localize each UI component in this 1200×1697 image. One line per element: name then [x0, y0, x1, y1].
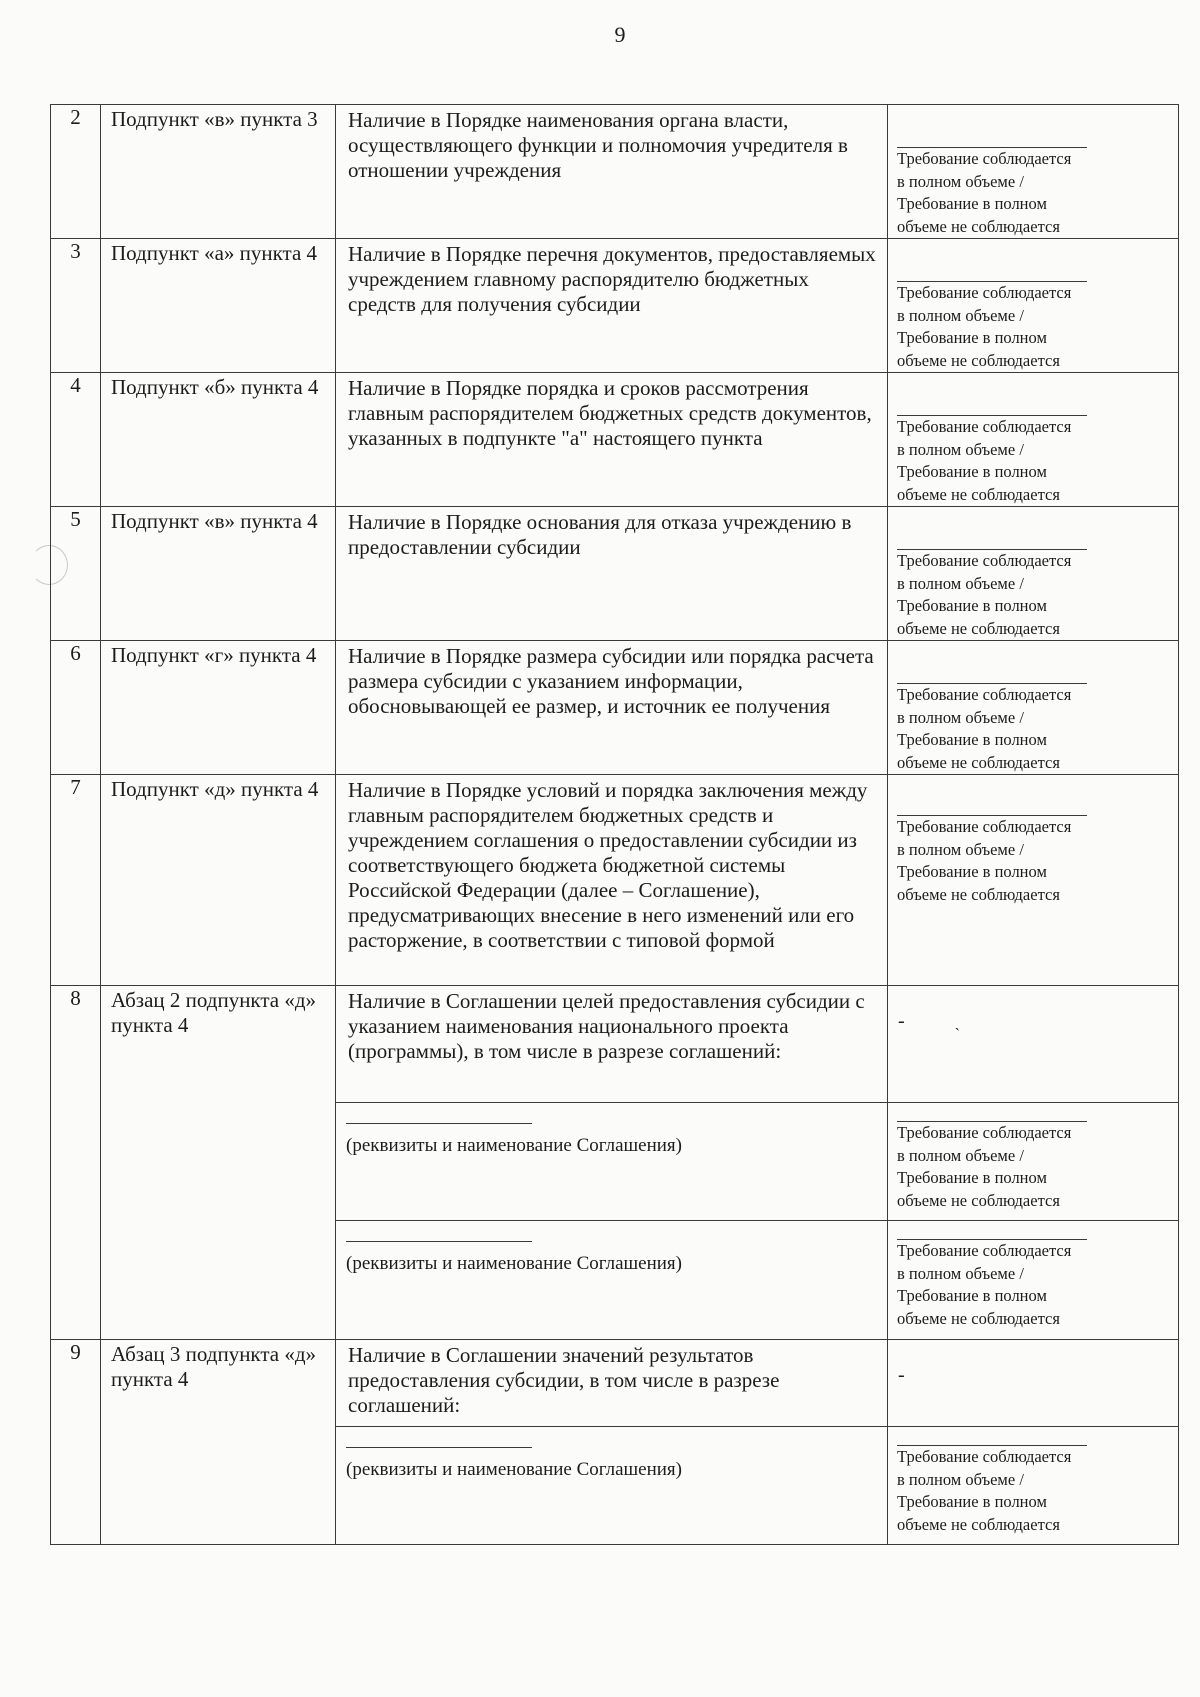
- row-number: 7: [51, 775, 101, 986]
- table-row: [51, 239, 1179, 373]
- table-row: [51, 1340, 1179, 1427]
- requirement-description: Наличие в Порядке наименования органа власти, осуществляющего функции и полномочия учредителя в отношении учреждения: [336, 105, 888, 239]
- agreement-details-line: [346, 1447, 532, 1448]
- compliance-status: Требование соблюдается в полном объеме / Требование в полном объеме не соблюдается: [888, 1103, 1179, 1221]
- table-row: [51, 641, 1179, 775]
- agreement-entry: (реквизиты и наименование Соглашения): [336, 1427, 888, 1545]
- requirement-description: Наличие в Порядке основания для отказа учреждению в предоставлении субсидии: [336, 507, 888, 641]
- compliance-status: Требование соблюдается в полном объеме / Требование в полном объеме не соблюдается: [888, 1221, 1179, 1340]
- compliance-status: Требование соблюдается в полном объеме / Требование в полном объеме не соблюдается: [888, 239, 1179, 373]
- row-number: 2: [51, 105, 101, 239]
- requirement-description: Наличие в Порядке перечня документов, предоставляемых учреждением главному распорядителю бюджетных средств для получения субсидии: [336, 239, 888, 373]
- compliance-status: Требование соблюдается в полном объеме / Требование в полном объеме не соблюдается: [888, 507, 1179, 641]
- requirement-description: Наличие в Порядке порядка и сроков рассмотрения главным распорядителем бюджетных средств документов, указанных в подпункте "а" настоящего пункта: [336, 373, 888, 507]
- table-row: [51, 105, 1179, 239]
- requirement-description: Наличие в Соглашении целей предоставления субсидии с указанием наименования национального проекта (программы), в том числе в разрезе соглашений:: [336, 986, 888, 1103]
- row-number: 9: [51, 1340, 101, 1545]
- clause-reference: Подпункт «д» пункта 4: [101, 775, 336, 986]
- requirements-table: [50, 104, 1179, 1545]
- agreement-entry: (реквизиты и наименование Соглашения): [336, 1221, 888, 1340]
- compliance-status: Требование соблюдается в полном объеме / Требование в полном объеме не соблюдается: [888, 373, 1179, 507]
- page-number: 9: [614, 22, 626, 47]
- not-applicable-dash: - ˏ: [888, 986, 1179, 1103]
- row-number: 6: [51, 641, 101, 775]
- compliance-status: Требование соблюдается в полном объеме / Требование в полном объеме не соблюдается: [888, 1427, 1179, 1545]
- agreement-details-line: [346, 1241, 532, 1242]
- compliance-status: Требование соблюдается в полном объеме / Требование в полном объеме не соблюдается: [888, 105, 1179, 239]
- row-number: 3: [51, 239, 101, 373]
- row-number: 8: [51, 986, 101, 1340]
- clause-reference: Подпункт «в» пункта 4: [101, 507, 336, 641]
- table-row: [51, 373, 1179, 507]
- clause-reference: Подпункт «в» пункта 3: [101, 105, 336, 239]
- requirement-description: Наличие в Порядке условий и порядка заключения между главным распорядителем бюджетных средств и учреждением соглашения о предоставлении субсидии из соответствующего бюджета бюджетной системы Российской Федерации (далее – Соглашение), предусматривающих внесение в него изменений или его расторжение, в соответствии с типовой формой: [336, 775, 888, 986]
- row-number: 4: [51, 373, 101, 507]
- requirement-description: Наличие в Порядке размера субсидии или порядка расчета размера субсидии с указанием информации, обосновывающей ее размер, и источник ее получения: [336, 641, 888, 775]
- table-row: [51, 775, 1179, 986]
- row-number: 5: [51, 507, 101, 641]
- table-row: [51, 507, 1179, 641]
- requirement-description: Наличие в Соглашении значений результатов предоставления субсидии, в том числе в разрезе соглашений:: [336, 1340, 888, 1427]
- not-applicable-dash: -: [888, 1340, 1179, 1427]
- agreement-details-line: [346, 1123, 532, 1124]
- clause-reference: Подпункт «а» пункта 4: [101, 239, 336, 373]
- clause-reference: Абзац 3 подпункта «д» пункта 4: [101, 1340, 336, 1545]
- clause-reference: Абзац 2 подпункта «д» пункта 4: [101, 986, 336, 1340]
- clause-reference: Подпункт «б» пункта 4: [101, 373, 336, 507]
- compliance-status: Требование соблюдается в полном объеме / Требование в полном объеме не соблюдается: [888, 775, 1179, 986]
- compliance-status: Требование соблюдается в полном объеме / Требование в полном объеме не соблюдается: [888, 641, 1179, 775]
- clause-reference: Подпункт «г» пункта 4: [101, 641, 336, 775]
- table-row: [51, 986, 1179, 1103]
- agreement-entry: (реквизиты и наименование Соглашения): [336, 1103, 888, 1221]
